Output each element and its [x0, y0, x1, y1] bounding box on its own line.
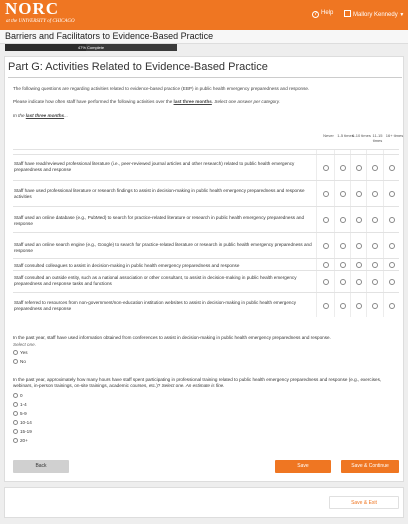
- column-header-6-10: 6-10 times: [352, 133, 371, 138]
- question-card: [4, 56, 404, 482]
- logo-text: NORC: [5, 0, 60, 18]
- save-continue-button[interactable]: Save & Continue: [341, 460, 399, 473]
- option-label: 0: [20, 393, 23, 398]
- grid-radio-1-0[interactable]: [323, 165, 329, 171]
- grid-row-1: [13, 154, 399, 180]
- column-divider: [350, 233, 351, 258]
- option-5-9[interactable]: [13, 411, 27, 416]
- grid-row-7: [13, 292, 399, 317]
- frequency-grid: [13, 129, 404, 317]
- column-divider: [366, 271, 367, 292]
- option-yes[interactable]: [13, 350, 28, 355]
- option-15-19[interactable]: [13, 429, 32, 434]
- column-divider: [383, 293, 384, 317]
- grid-radio-5-4[interactable]: [389, 262, 395, 268]
- grid-row-4: [13, 232, 399, 258]
- radio-button[interactable]: [13, 429, 18, 434]
- radio-button[interactable]: [13, 350, 18, 355]
- column-divider: [334, 207, 335, 232]
- grid-radio-7-0[interactable]: [323, 303, 329, 309]
- question-conferences-hint: Select one.: [13, 342, 36, 347]
- column-divider: [350, 271, 351, 292]
- grid-radio-5-2[interactable]: [356, 262, 362, 268]
- grid-radio-4-3[interactable]: [372, 243, 378, 249]
- column-divider: [366, 259, 367, 270]
- grid-radio-1-2[interactable]: [356, 165, 362, 171]
- column-divider: [334, 293, 335, 317]
- grid-radio-7-4[interactable]: [389, 303, 395, 309]
- help-icon: ?: [313, 11, 318, 17]
- column-header-never: Never: [323, 133, 334, 138]
- grid-radio-4-0[interactable]: [323, 243, 329, 249]
- grid-radio-7-2[interactable]: [356, 303, 362, 309]
- grid-row-3: [13, 206, 399, 232]
- grid-radio-6-1[interactable]: [340, 279, 346, 285]
- grid-row-label: Staff have used professional literature or research findings to assist in decision-making in public health emergency preparedness and response activities: [14, 188, 305, 199]
- grid-radio-3-3[interactable]: [372, 217, 378, 223]
- grid-radio-2-3[interactable]: [372, 191, 378, 197]
- column-divider: [316, 207, 317, 232]
- radio-button[interactable]: [13, 402, 18, 407]
- grid-radio-4-1[interactable]: [340, 243, 346, 249]
- radio-button[interactable]: [13, 411, 18, 416]
- survey-title: Barriers and Facilitators to Evidence-Based Practice: [5, 31, 214, 41]
- grid-radio-2-2[interactable]: [356, 191, 362, 197]
- user-menu[interactable]: [344, 10, 404, 18]
- column-header-11-15: 11-15 times: [372, 133, 383, 143]
- back-button[interactable]: Back: [13, 460, 69, 473]
- instructions-text: Please indicate how often staff have performed the following activities over the last three months. Select one answer per category.: [13, 99, 280, 104]
- option-1-4[interactable]: [13, 402, 27, 407]
- grid-radio-4-2[interactable]: [356, 243, 362, 249]
- survey-title-bar: [0, 30, 408, 44]
- question-training: In the past year, approximately how many hours have staff spent participating in professional training related to public health emergency preparedness and response (e.g., exercises, webinars, in-person trainings, on-site trainings, academic courses, etc.)? Select one. An estimate is fine.: [13, 377, 382, 388]
- grid-radio-3-2[interactable]: [356, 217, 362, 223]
- grid-radio-5-0[interactable]: [323, 262, 329, 268]
- grid-radio-3-0[interactable]: [323, 217, 329, 223]
- question-conferences: In the past year, staff have used information obtained from conferences to assist in decision-making in public health emergency preparedness and response.: [13, 335, 331, 340]
- grid-row-2: [13, 180, 399, 206]
- grid-radio-2-4[interactable]: [389, 191, 395, 197]
- intro-text: The following questions are regarding activities related to evidence-based practice (EBP) in public health emergency preparedness and response.: [13, 86, 310, 91]
- grid-radio-1-4[interactable]: [389, 165, 395, 171]
- option-no[interactable]: [13, 359, 26, 364]
- column-divider: [334, 233, 335, 258]
- user-edit-icon: [344, 10, 351, 17]
- grid-row-label: Staff used an online search engine (e.g., Google) to search for practice-related literature or research in public health emergency preparedness and response: [14, 242, 312, 253]
- grid-radio-6-0[interactable]: [323, 279, 329, 285]
- grid-radio-4-4[interactable]: [389, 243, 395, 249]
- column-divider: [350, 207, 351, 232]
- time-frame-text: In the last three months...: [13, 113, 68, 118]
- grid-radio-2-0[interactable]: [323, 191, 329, 197]
- column-divider: [366, 181, 367, 206]
- column-divider: [383, 259, 384, 270]
- column-divider: [316, 233, 317, 258]
- grid-radio-7-3[interactable]: [372, 303, 378, 309]
- grid-row-label: Staff consulted colleagues to assist in decision-making in public health emergency preparedness and response: [14, 263, 240, 268]
- grid-radio-6-4[interactable]: [389, 279, 395, 285]
- column-divider: [316, 259, 317, 270]
- footer-card: [4, 487, 404, 518]
- column-divider: [383, 155, 384, 180]
- grid-radio-5-1[interactable]: [340, 262, 346, 268]
- column-divider: [383, 271, 384, 292]
- radio-button[interactable]: [13, 438, 18, 443]
- column-divider: [316, 293, 317, 317]
- radio-button[interactable]: [13, 393, 18, 398]
- user-label: Mallory Kennedy: [353, 12, 398, 18]
- column-header-1-5: 1-5 times: [337, 133, 354, 138]
- radio-button[interactable]: [13, 420, 18, 425]
- grid-row-label: Staff referred to resources from non-government/non-education institution websites to assist in decision-making in public health emergency preparedness and response: [14, 300, 297, 311]
- grid-radio-1-3[interactable]: [372, 165, 378, 171]
- option-label: 5-9: [20, 411, 27, 416]
- norc-logo[interactable]: [5, 1, 115, 29]
- section-divider: [8, 77, 402, 78]
- grid-radio-1-1[interactable]: [340, 165, 346, 171]
- option-label: 10-14: [20, 420, 32, 425]
- column-divider: [350, 259, 351, 270]
- grid-radio-6-3[interactable]: [372, 279, 378, 285]
- top-bar: [0, 0, 408, 30]
- column-divider: [383, 207, 384, 232]
- grid-row-5: [13, 258, 399, 270]
- grid-row-label: Staff used an online database (e.g., PubMed) to search for practice-related literature or research in public health emergency preparedness and response: [14, 215, 305, 226]
- grid-row-6: [13, 270, 399, 292]
- option-label: 1-4: [20, 402, 27, 407]
- grid-row-label: Staff consulted an outside entity, such as a national association or other consultant, to assist in decision-making in public health emergency preparedness and response tasks and functions: [14, 275, 297, 286]
- chevron-down-icon: ▼: [399, 12, 405, 18]
- option-label: 15-19: [20, 429, 32, 434]
- grid-radio-6-2[interactable]: [356, 279, 362, 285]
- column-divider: [366, 155, 367, 180]
- grid-row-label: Staff have read/reviewed professional literature (i.e., peer-reviewed journal articles and other research) related to public health emergency preparedness and response: [14, 161, 295, 172]
- option-0[interactable]: [13, 393, 23, 398]
- option-label: Yes: [20, 350, 28, 355]
- column-divider: [350, 181, 351, 206]
- column-divider: [334, 181, 335, 206]
- column-header-16-plus: 16+ times: [385, 133, 404, 138]
- save-button[interactable]: Save: [275, 460, 331, 473]
- column-divider: [366, 233, 367, 258]
- help-label: Help: [321, 10, 334, 16]
- grid-radio-5-3[interactable]: [372, 262, 378, 268]
- column-divider: [334, 259, 335, 270]
- option-label: 20+: [20, 438, 28, 443]
- column-divider: [350, 155, 351, 180]
- grid-radio-3-4[interactable]: [389, 217, 395, 223]
- progress-bar: [5, 44, 177, 51]
- column-divider: [334, 155, 335, 180]
- column-divider: [316, 271, 317, 292]
- grid-radio-7-1[interactable]: [340, 303, 346, 309]
- column-divider: [350, 293, 351, 317]
- column-divider: [316, 181, 317, 206]
- column-divider: [334, 271, 335, 292]
- option-label: No: [20, 359, 26, 364]
- grid-radio-2-1[interactable]: [340, 191, 346, 197]
- column-divider: [366, 207, 367, 232]
- save-exit-button[interactable]: Save & Exit: [329, 496, 399, 509]
- section-title: Part G: Activities Related to Evidence-Based Practice: [8, 61, 268, 73]
- option-20-plus[interactable]: [13, 438, 28, 443]
- column-divider: [383, 181, 384, 206]
- grid-radio-3-1[interactable]: [340, 217, 346, 223]
- radio-button[interactable]: [13, 359, 18, 364]
- option-10-14[interactable]: [13, 420, 32, 425]
- progress-label: 47% Complete: [77, 45, 105, 50]
- column-divider: [366, 293, 367, 317]
- logo-subtitle: at the UNIVERSITY of CHICAGO: [6, 19, 75, 24]
- help-link[interactable]: [312, 10, 333, 18]
- column-divider: [316, 155, 317, 180]
- column-divider: [383, 233, 384, 258]
